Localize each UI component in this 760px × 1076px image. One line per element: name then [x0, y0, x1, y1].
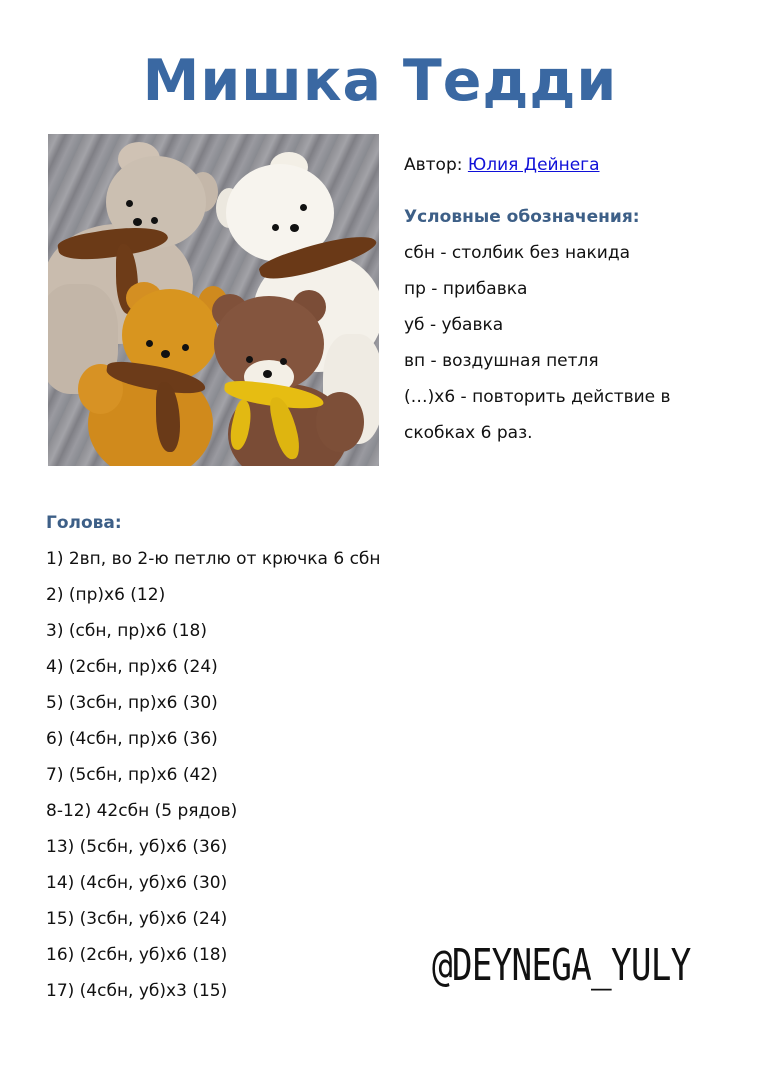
pattern-row: 13) (5сбн, уб)х6 (36) — [46, 837, 228, 857]
pattern-row: 15) (3сбн, уб)х6 (24) — [46, 909, 228, 929]
teddy-bears-photo — [48, 134, 379, 466]
bear-eye — [182, 344, 189, 351]
pattern-row: 2) (пр)х6 (12) — [46, 585, 166, 605]
legend-item: сбн - столбик без накида — [404, 243, 631, 263]
pattern-row: 8-12) 42сбн (5 рядов) — [46, 801, 238, 821]
pattern-row: 7) (5сбн, пр)х6 (42) — [46, 765, 218, 785]
instagram-handle-watermark: @DEYNEGA_YULY — [432, 940, 691, 991]
bear-nose — [263, 370, 272, 378]
bear-eye — [280, 358, 287, 365]
bear-eye — [126, 200, 133, 207]
pattern-row: 5) (3сбн, пр)х6 (30) — [46, 693, 218, 713]
bear-eye — [146, 340, 153, 347]
author-line — [404, 154, 600, 176]
section-heading: Голова: — [46, 513, 122, 533]
legend-heading: Условные обозначения: — [404, 207, 640, 227]
author-link[interactable]: Юлия Дейнега — [467, 155, 600, 175]
bear-eye — [300, 204, 307, 211]
page-title: Мишка Тедди — [142, 48, 618, 114]
legend-item: скобках 6 раз. — [404, 423, 533, 443]
bear-nose — [133, 218, 142, 226]
pattern-row: 16) (2сбн, уб)х6 (18) — [46, 945, 228, 965]
pattern-row: 6) (4сбн, пр)х6 (36) — [46, 729, 218, 749]
pattern-row: 14) (4сбн, уб)х6 (30) — [46, 873, 228, 893]
bear-eye — [246, 356, 253, 363]
pattern-row: 4) (2сбн, пр)х6 (24) — [46, 657, 218, 677]
bear-eye — [151, 217, 158, 224]
legend-item: уб - убавка — [404, 315, 504, 335]
legend-item: (…)х6 - повторить действие в — [404, 387, 671, 407]
legend-item: вп - воздушная петля — [404, 351, 599, 371]
author-label: Автор: — [404, 155, 463, 175]
pattern-row: 3) (сбн, пр)х6 (18) — [46, 621, 207, 641]
pattern-row: 1) 2вп, во 2-ю петлю от крючка 6 сбн — [46, 549, 381, 569]
pattern-row: 17) (4сбн, уб)х3 (15) — [46, 981, 228, 1001]
bear-nose — [161, 350, 170, 358]
legend-item: пр - прибавка — [404, 279, 528, 299]
bear-eye — [272, 224, 279, 231]
bear-nose — [290, 224, 299, 232]
